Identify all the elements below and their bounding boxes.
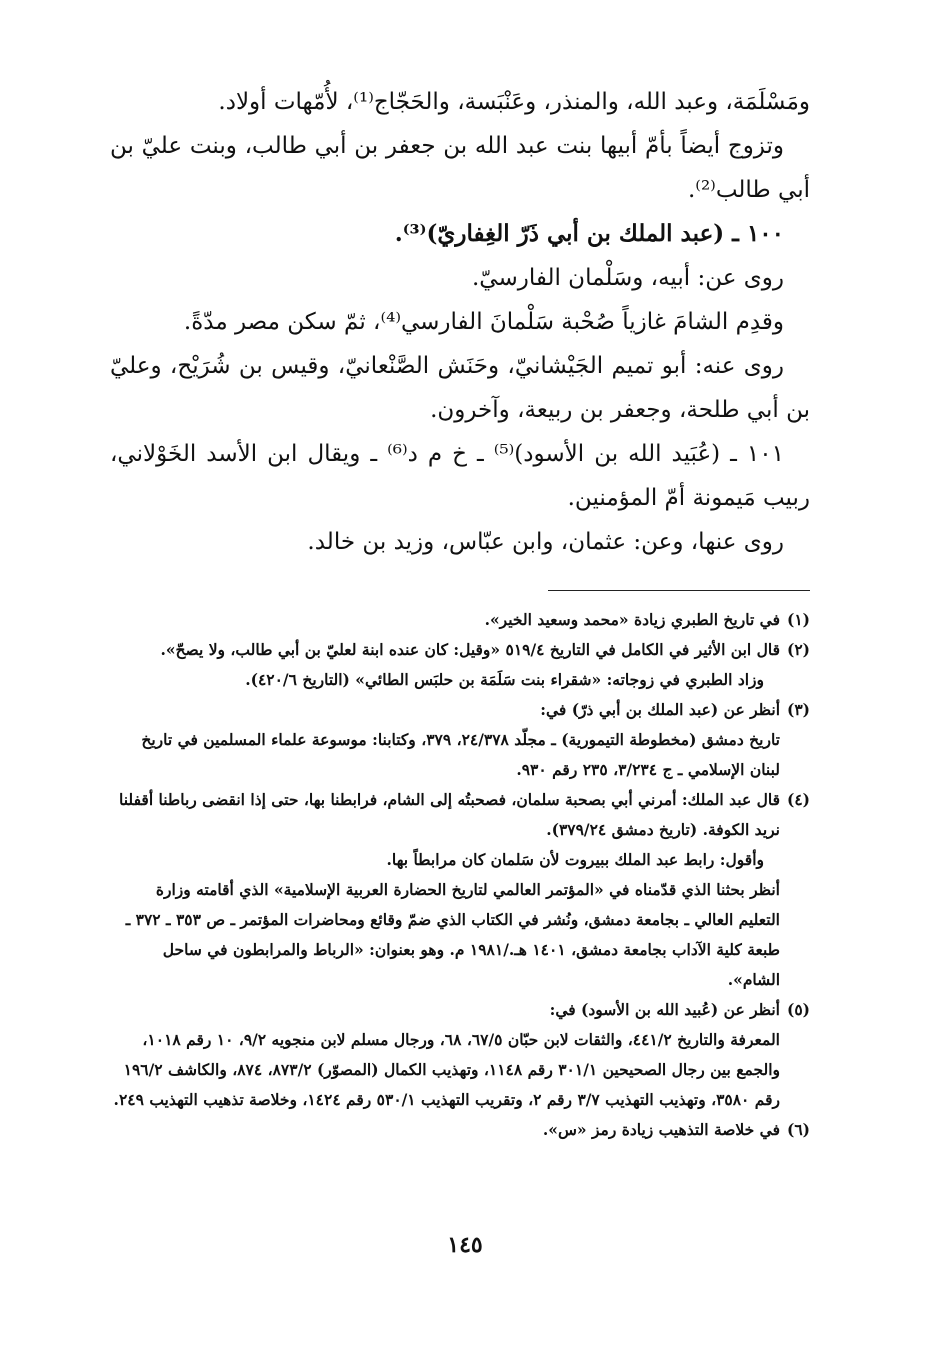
footnote bbox=[110, 995, 810, 1025]
footnote-text: أنظر عن (عُبيد الله بن الأسود) في: bbox=[549, 1000, 780, 1019]
footnote-text: في خلاصة التذهيب زيادة رمز «س». bbox=[542, 1120, 780, 1139]
entry-title: ١٠١ ـ (عُبَيد الله بن الأسود)⁽⁵⁾ bbox=[493, 441, 784, 467]
footnote bbox=[110, 785, 810, 845]
footnote-number: (١) bbox=[786, 610, 810, 629]
book-page bbox=[110, 80, 810, 1310]
footnote-text: تاريخ دمشق (مخطوطة التيمورية) ـ مجلّد ٢٤/٣٧٨، ٣٧٩، وكتابنا: موسوعة علماء المسلمين في تاريخ لبنان الإسلامي ـ ج ٣/٢٣٤، ٢٣٥ رقم ٩٣٠. bbox=[141, 730, 780, 779]
paragraph: روى عنه: أبو تميم الجَيْشانيّ، وحَنَش الصَّنْعانيّ، وقيس بن شُرَيْح، وعليّ بن أبي طلحة، وجعفر بن ربيعة، وآخرون. bbox=[110, 353, 810, 423]
footnote-number: (٦) bbox=[786, 1120, 810, 1139]
footnote-number: (٥) bbox=[786, 1000, 810, 1019]
footnote-number: (٢) bbox=[786, 640, 810, 659]
footnote-divider bbox=[548, 590, 810, 591]
footnote-text: في تاريخ الطبري زيادة «محمد وسعيد الخير». bbox=[484, 610, 780, 629]
footnotes bbox=[110, 605, 810, 1145]
footnote bbox=[110, 635, 810, 665]
footnote-text: وأقول: رابط عبد الملك ببيروت لأن سَلمان كان مرابطاً بها. bbox=[386, 850, 764, 869]
paragraph: روى عن: أبيه، وسَلْمان الفارسيّ. bbox=[471, 265, 784, 291]
footnote-number: (٣) bbox=[786, 700, 810, 719]
footnote-number: (٤) bbox=[786, 790, 810, 809]
footnote-text: وزاد الطبري في زوجاته: «شقراء بنت سَلَمَة بن حلبَس الطائي» (التاريخ ٤٢٠/٦). bbox=[245, 670, 764, 689]
entry-title: ١٠٠ ـ (عبد الملك بن أبي ذَرّ الغِفاريّ)⁽³⁾. bbox=[394, 220, 784, 247]
footnote-text: أنظر عن (عبد الملك بن أبي ذرّ) في: bbox=[540, 700, 780, 719]
footnote bbox=[110, 1115, 810, 1145]
footnote bbox=[110, 695, 810, 725]
paragraph: روى عنها، وعن: عثمان، وابن عبّاس، وزيد بن خالد. bbox=[307, 529, 784, 555]
page-number: ١٤٥ bbox=[447, 1232, 483, 1258]
footnote bbox=[110, 605, 810, 635]
paragraph: وقدِم الشامَ غازياً صُحْبة سَلْمانَ الفارسي⁽⁴⁾، ثمّ سكن مصر مدّةً. bbox=[183, 309, 784, 335]
main-text bbox=[110, 80, 810, 564]
footnote-text: المعرفة والتاريخ ٤٤١/٢، والثقات لابن حبّان ٦٧/٥، ٦٨، ورجال مسلم لابن منجويه ٩/٢، ١٠ رقم ١٠١٨، والجمع بين رجال الصحيحين ٣٠١/١ رقم ١١٤٨، وتهذيب الكمال (المصوّر) ٨٧٣/٢، ٨٧٤، والكاشف ١٩٦/٢ رقم ٣٥٨٠، وتهذيب التهذيب ٣/٧ رقم ٢، وتقريب التهذيب ٥٣٠/١ رقم ١٤٢٤، وخلاصة تذهيب التهذيب ٢٤٩. bbox=[113, 1030, 780, 1109]
paragraph: ومَسْلَمَة، وعبد الله، والمنذر، وعَنْبَسة، والحَجّاج⁽¹⁾، لأُمّهات أولاد. bbox=[218, 89, 810, 115]
entry-description: ـ خ م د⁽⁶⁾ ـ ويقال ابن الأسد الخَوْلاني، ربيب مَيمونة أمّ المؤمنين. bbox=[110, 441, 810, 511]
footnote-text: أنظر بحثنا الذي قدّمناه في «المؤتمر العالمي لتاريخ الحضارة العربية الإسلامية» الذي أقامته وزارة التعليم العالي ـ بجامعة دمشق، ونُشر في الكتاب الذي ضمّ وقائع ومحاضرات المؤتمر ـ ص ٣٥٣ ـ ٣٧٢ ـ طبعة كلية الآداب بجامعة دمشق، ١٤٠١ هـ./١٩٨١ م. وهو بعنوان: «الرباط والمرابطون في ساحل الشام». bbox=[125, 880, 780, 989]
footnote-text: قال ابن الأثير في الكامل في التاريخ ٥١٩/٤ «وقيل: كان عنده ابنة لعليّ بن أبي طالب، ولا يصحّ». bbox=[160, 640, 780, 659]
footnote-text: قال عبد الملك: أمرني أبي بصحبة سلمان، فصحبتُه إلى الشام، فرابطنا بها، حتى إذا انقضى رباطنا أقفلنا نريد الكوفة. (تاريخ دمشق ٣٧٩/٢٤). bbox=[119, 790, 780, 839]
entry-paragraph bbox=[110, 432, 810, 520]
paragraph: وتزوج أيضاً بأمّ أبيها بنت عبد الله بن جعفر بن أبي طالب، وبنت عليّ بن أبي طالب⁽²⁾. bbox=[110, 133, 810, 203]
